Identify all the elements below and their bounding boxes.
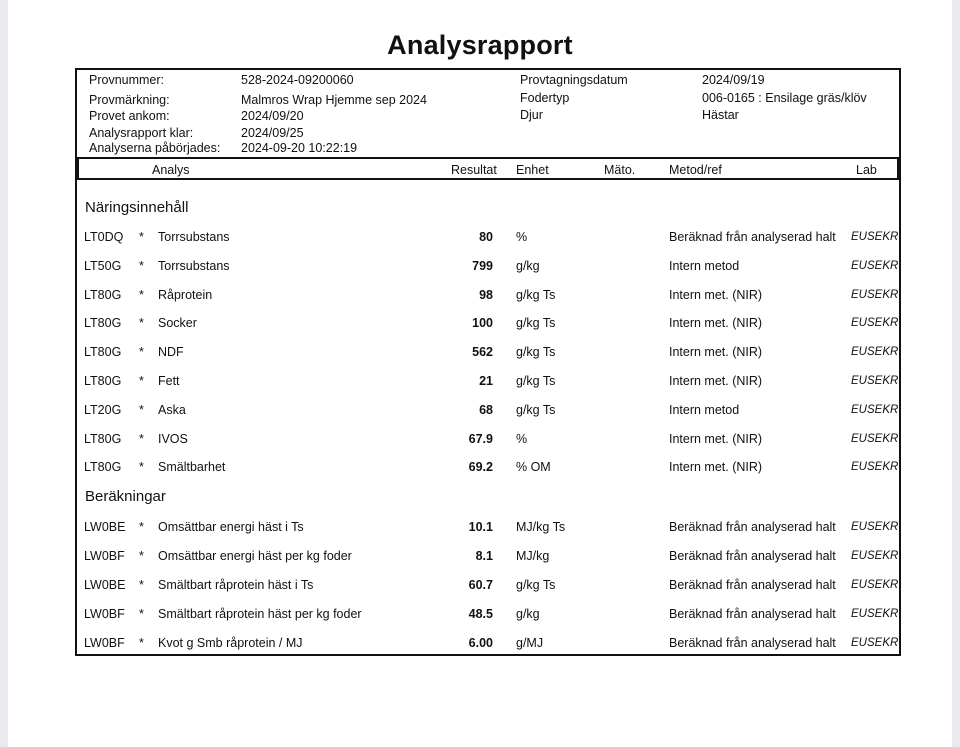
table-row xyxy=(0,636,960,656)
analysis-name: Smältbart råprotein häst per kg foder xyxy=(158,606,362,621)
klar-value: 2024/09/25 xyxy=(241,126,304,140)
lab-code: EUSEKR xyxy=(851,432,899,445)
result-value: 562 xyxy=(472,345,493,360)
table-row xyxy=(0,578,960,598)
lab-code: EUSEKR xyxy=(851,607,899,620)
unit-value: g/kg Ts xyxy=(516,345,556,360)
method-ref: Intern met. (NIR) xyxy=(669,431,763,446)
analysis-code: LW0BF xyxy=(84,606,125,621)
ankom-value: 2024/09/20 xyxy=(241,109,304,123)
provtagning-label: Provtagningsdatum xyxy=(520,73,628,87)
analysis-code: LT80G xyxy=(84,374,122,388)
result-value: 68 xyxy=(479,402,493,417)
accreditation-mark: * xyxy=(139,606,144,621)
method-ref: Intern met. (NIR) xyxy=(669,345,763,360)
unit-value: % OM xyxy=(516,460,551,475)
paborjades-label: Analyserna påbörjades: xyxy=(89,141,221,155)
lab-code: EUSEKR xyxy=(851,346,899,359)
result-value: 6.00 xyxy=(468,635,493,650)
col-lab: Lab xyxy=(856,163,877,177)
paborjades-value: 2024-09-20 10:22:19 xyxy=(241,141,358,155)
analysis-code: LT0DQ xyxy=(84,230,124,244)
method-ref: Intern met. (NIR) xyxy=(669,316,763,331)
accreditation-mark: * xyxy=(139,230,144,244)
result-value: 98 xyxy=(479,287,493,302)
analysis-code: LT80G xyxy=(84,460,122,475)
result-value: 69.2 xyxy=(468,460,493,475)
lab-code: EUSEKR xyxy=(851,375,899,387)
method-ref: Beräknad från analyserad halt xyxy=(669,635,836,650)
col-enhet: Enhet xyxy=(516,163,549,177)
method-ref: Beräknad från analyserad halt xyxy=(669,230,836,244)
result-value: 799 xyxy=(472,258,493,273)
table-row xyxy=(0,403,960,423)
analysis-code: LT80G xyxy=(84,345,122,360)
lab-code: EUSEKR xyxy=(851,461,899,474)
method-ref: Beräknad från analyserad halt xyxy=(669,577,836,592)
table-row xyxy=(0,607,960,627)
unit-value: g/kg Ts xyxy=(516,316,556,331)
result-value: 21 xyxy=(479,374,493,388)
djur-value: Hästar xyxy=(702,108,739,122)
analysis-code: LW0BF xyxy=(84,548,125,563)
accreditation-mark: * xyxy=(139,258,144,273)
analysis-name: Aska xyxy=(158,402,186,417)
lab-code: EUSEKR xyxy=(851,549,899,562)
djur-label: Djur xyxy=(520,108,543,122)
unit-value: g/kg Ts xyxy=(516,402,556,417)
unit-value: % xyxy=(516,431,528,446)
table-row xyxy=(0,520,960,540)
table-row xyxy=(0,460,960,480)
ankom-label: Provet ankom: xyxy=(89,109,170,123)
klar-label: Analysrapport klar: xyxy=(89,126,194,140)
analysis-code: LW0BE xyxy=(84,577,126,592)
method-ref: Intern metod xyxy=(669,402,740,417)
analysis-code: LT20G xyxy=(84,402,122,417)
col-resultat: Resultat xyxy=(451,163,497,177)
lab-code: EUSEKR xyxy=(851,317,899,330)
unit-value: MJ/kg xyxy=(516,548,550,563)
result-value: 10.1 xyxy=(468,520,493,534)
analysis-name: Torrsubstans xyxy=(158,258,230,273)
method-ref: Beräknad från analyserad halt xyxy=(669,548,836,563)
table-row xyxy=(0,288,960,308)
table-row xyxy=(0,345,960,365)
method-ref: Beräknad från analyserad halt xyxy=(669,520,836,534)
analysis-code: LT80G xyxy=(84,287,122,302)
accreditation-mark: * xyxy=(139,520,144,534)
unit-value: MJ/kg Ts xyxy=(516,520,566,534)
table-row xyxy=(0,316,960,336)
provtagning-value: 2024/09/19 xyxy=(702,73,765,87)
accreditation-mark: * xyxy=(139,635,144,650)
lab-code: EUSEKR xyxy=(851,288,899,301)
analysis-name: Smältbart råprotein häst i Ts xyxy=(158,577,314,592)
lab-code: EUSEKR xyxy=(851,403,899,416)
accreditation-mark: * xyxy=(139,287,144,302)
analysis-name: Omsättbar energi häst i Ts xyxy=(158,520,304,534)
analysis-name: IVOS xyxy=(158,431,188,446)
col-metod: Metod/ref xyxy=(669,163,722,177)
result-value: 48.5 xyxy=(468,606,493,621)
analysis-name: Kvot g Smb råprotein / MJ xyxy=(158,635,303,650)
analysis-name: Torrsubstans xyxy=(158,230,230,244)
lab-code: EUSEKR xyxy=(851,259,899,272)
fodertyp-label: Fodertyp xyxy=(520,91,570,105)
col-mato: Mäto. xyxy=(604,163,636,177)
unit-value: g/kg Ts xyxy=(516,577,556,592)
analysis-code: LT50G xyxy=(84,258,122,273)
accreditation-mark: * xyxy=(139,374,144,388)
section-title: Beräkningar xyxy=(85,488,166,505)
result-value: 60.7 xyxy=(468,577,493,592)
lab-code: EUSEKR xyxy=(851,231,899,243)
col-analys: Analys xyxy=(152,163,190,177)
report-title: Analysrapport xyxy=(387,30,573,60)
method-ref: Intern met. (NIR) xyxy=(669,287,763,302)
provnummer-value: 528-2024-09200060 xyxy=(241,73,354,87)
unit-value: g/kg xyxy=(516,258,540,273)
accreditation-mark: * xyxy=(139,316,144,331)
result-value: 100 xyxy=(472,316,493,331)
accreditation-mark: * xyxy=(139,402,144,417)
lab-code: EUSEKR xyxy=(851,521,899,533)
accreditation-mark: * xyxy=(139,345,144,360)
analysis-name: Socker xyxy=(158,316,197,331)
fodertyp-value: 006-0165 : Ensilage gräs/klöv xyxy=(702,91,867,105)
provmarkning-value: Malmros Wrap Hjemme sep 2024 xyxy=(241,93,427,107)
analysis-code: LW0BE xyxy=(84,520,126,534)
provmarkning-label: Provmärkning: xyxy=(89,93,170,107)
result-value: 80 xyxy=(479,230,493,244)
analysis-name: NDF xyxy=(158,345,184,360)
unit-value: g/kg Ts xyxy=(516,374,556,388)
section-title: Näringsinnehåll xyxy=(85,199,189,216)
analysis-name: Fett xyxy=(158,374,180,388)
unit-value: g/MJ xyxy=(516,635,544,650)
result-value: 8.1 xyxy=(475,548,493,563)
method-ref: Beräknad från analyserad halt xyxy=(669,606,836,621)
table-row xyxy=(0,374,960,394)
table-row xyxy=(0,230,960,250)
table-row xyxy=(0,259,960,279)
accreditation-mark: * xyxy=(139,548,144,563)
table-row xyxy=(0,432,960,452)
provnummer-label: Provnummer: xyxy=(89,73,165,87)
unit-value: % xyxy=(516,230,528,244)
method-ref: Intern met. (NIR) xyxy=(669,460,763,475)
unit-value: g/kg Ts xyxy=(516,287,556,302)
table-row xyxy=(0,549,960,569)
analysis-code: LT80G xyxy=(84,316,122,331)
accreditation-mark: * xyxy=(139,577,144,592)
analysis-name: Smältbarhet xyxy=(158,460,226,475)
unit-value: g/kg xyxy=(516,606,540,621)
lab-code: EUSEKR xyxy=(851,578,899,591)
method-ref: Intern metod xyxy=(669,258,740,273)
method-ref: Intern met. (NIR) xyxy=(669,374,763,388)
analysis-name: Omsättbar energi häst per kg foder xyxy=(158,548,352,563)
result-value: 67.9 xyxy=(468,431,493,446)
analysis-code: LW0BF xyxy=(84,635,125,650)
lab-code: EUSEKR xyxy=(851,636,899,649)
analysis-code: LT80G xyxy=(84,431,122,446)
analysis-name: Råprotein xyxy=(158,287,213,302)
accreditation-mark: * xyxy=(139,460,144,475)
accreditation-mark: * xyxy=(139,431,144,446)
